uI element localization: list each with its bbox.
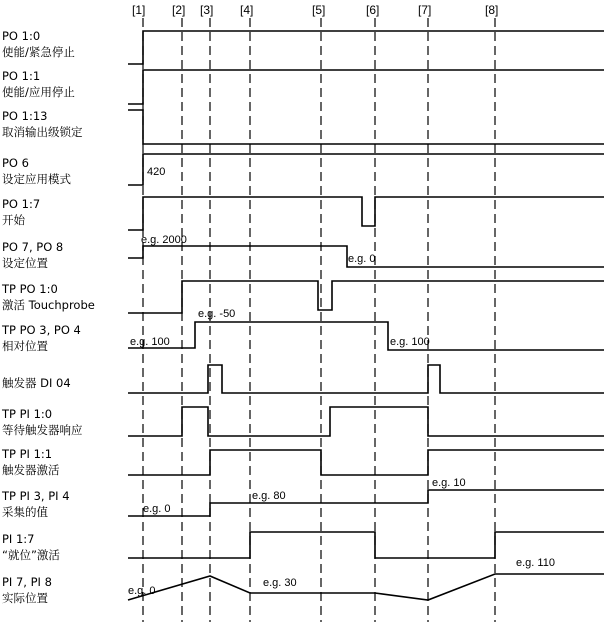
annotation-pi78-eg-110: e.g. 110 — [516, 557, 555, 569]
annotation-pi78-eg-30: e.g. 30 — [263, 577, 297, 589]
label-po-1-1-b: 使能/应用停止 — [2, 85, 75, 99]
label-po-1-0-b: 使能/紧急停止 — [2, 45, 75, 59]
label-po-7-8-b: 设定位置 — [2, 256, 48, 270]
label-tp-pi-3-4-a: TP PI 3, PI 4 — [2, 489, 70, 503]
label-po-6-a: PO 6 — [2, 156, 29, 170]
label-po-1-7-a: PO 1:7 — [2, 197, 41, 211]
label-tp-pi-1-0-a: TP PI 1:0 — [2, 407, 53, 421]
wave-po-1-13 — [128, 110, 604, 144]
wave-tp-pi-1-1 — [128, 450, 604, 475]
label-tp-po-1-0-a: TP PO 1:0 — [2, 282, 58, 296]
wave-pi-1-7 — [128, 532, 604, 558]
marker-5: [5] — [312, 3, 326, 17]
label-pi-1-7-a: PI 1:7 — [2, 532, 35, 546]
marker-6: [6] — [366, 3, 380, 17]
marker-7: [7] — [418, 3, 432, 17]
annotation-po78-eg-0: e.g. 0 — [348, 253, 376, 265]
marker-2: [2] — [172, 3, 186, 17]
annotation-tppo34-eg-100-b: e.g. 100 — [390, 336, 430, 348]
label-tp-pi-3-4-b: 采集的值 — [2, 505, 48, 519]
annotation-po78-eg-2000: e.g. 2000 — [141, 234, 187, 246]
label-po-7-8-a: PO 7, PO 8 — [2, 240, 64, 254]
label-pi-1-7-b: “就位”激活 — [2, 548, 60, 562]
wave-po-1-0 — [128, 31, 604, 64]
label-po-1-7-b: 开始 — [2, 213, 25, 227]
label-tp-po-1-0-b: 激活 Touchprobe — [2, 298, 95, 312]
marker-4: [4] — [240, 3, 254, 17]
label-pi-7-8-b: 实际位置 — [2, 591, 48, 605]
label-tp-pi-1-0-b: 等待触发器响应 — [2, 423, 83, 437]
annotation-tppi34-eg-80: e.g. 80 — [252, 490, 286, 502]
wave-po-1-7 — [128, 197, 604, 230]
label-po-1-1-a: PO 1:1 — [2, 69, 41, 83]
label-po-1-13-a: PO 1:13 — [2, 109, 48, 123]
annotation-tppo34-eg-neg50: e.g. -50 — [198, 308, 236, 320]
wave-po-6 — [128, 154, 604, 185]
label-po-1-13-b: 取消输出级锁定 — [2, 125, 83, 139]
marker-1: [1] — [132, 3, 146, 17]
annotation-tppi34-eg-10: e.g. 10 — [432, 477, 466, 489]
wave-trigger-di04 — [128, 365, 604, 393]
label-tp-po-3-4-b: 相对位置 — [2, 339, 48, 353]
label-pi-7-8-a: PI 7, PI 8 — [2, 575, 52, 589]
annotation-po6-420: 420 — [147, 166, 166, 178]
signal-labels — [1, 29, 95, 605]
label-tp-pi-1-1-b: 触发器激活 — [2, 463, 60, 477]
marker-8: [8] — [485, 3, 499, 17]
label-tp-po-3-4-a: TP PO 3, PO 4 — [2, 323, 81, 337]
label-po-1-0-a: PO 1:0 — [2, 29, 41, 43]
wave-tp-pi-3-4 — [128, 490, 604, 516]
label-tp-pi-1-1-a: TP PI 1:1 — [2, 447, 53, 461]
wave-po-1-1 — [128, 70, 604, 104]
wave-pi-7-8 — [128, 574, 604, 600]
wave-tp-pi-1-0 — [128, 407, 604, 436]
wave-tp-po-3-4 — [128, 322, 604, 350]
label-trigger-di04: 触发器 DI 04 — [2, 376, 71, 390]
annotation-tppo34-eg-100-a: e.g. 100 — [130, 336, 170, 348]
time-markers — [132, 3, 498, 17]
label-po-6-b: 设定应用模式 — [2, 172, 71, 186]
annotation-tppi34-eg-0: e.g. 0 — [143, 503, 171, 515]
marker-3: [3] — [200, 3, 214, 17]
annotation-pi78-eg-0: e.g. 0 — [128, 585, 156, 597]
